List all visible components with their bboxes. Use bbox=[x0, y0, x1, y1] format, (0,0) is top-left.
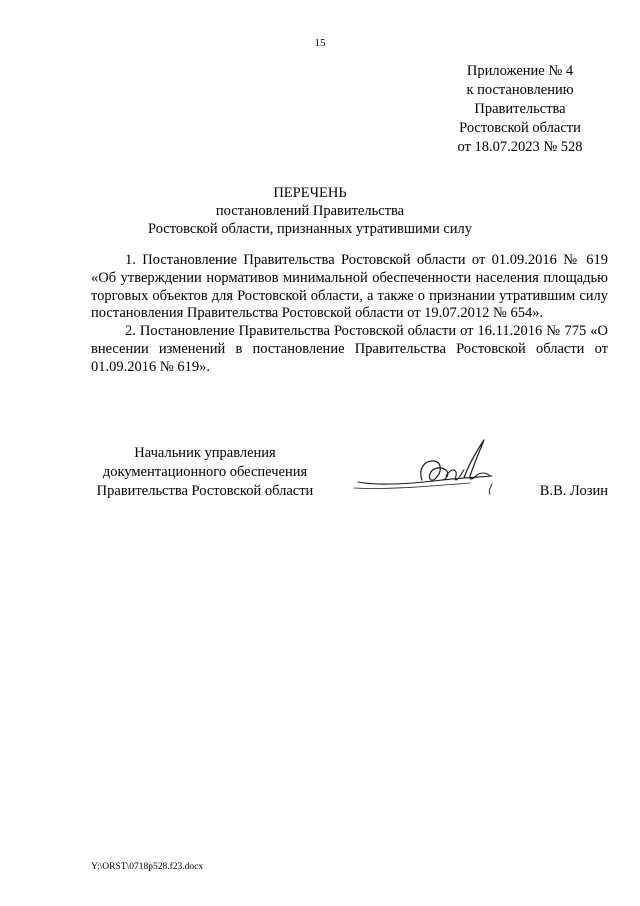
list-item: 2. Постановление Правительства Ростовской области от 16.11.2016 № 775 «О внесении изменений в постановление Правительства Ростовской области от 01.09.2016 № 619». bbox=[91, 323, 608, 375]
document-title bbox=[80, 184, 540, 238]
title-heading: ПЕРЕЧЕНЬ bbox=[273, 185, 347, 201]
annex-header bbox=[420, 62, 620, 157]
annex-line: к постановлению bbox=[466, 82, 574, 98]
list-item: 1. Постановление Правительства Ростовской области от 01.09.2016 № 619 «Об утверждении нормативов минимальной обеспеченности населения площадью торговых объектов для Ростовской области, а также о признании утратившим силу постановления Правительства Ростовской области от 19.07.2012 № 654». bbox=[91, 252, 608, 322]
position-line: документационного обеспечения bbox=[102, 464, 308, 480]
signature-block bbox=[80, 444, 620, 524]
annex-line: Приложение № 4 bbox=[466, 63, 574, 79]
title-subtitle-line: Ростовской области, признанных утратившими силу bbox=[147, 221, 473, 237]
signatory-name: В.В. Лозин bbox=[539, 483, 608, 499]
annex-line: Ростовской области bbox=[459, 120, 581, 136]
title-subtitle-line: постановлений Правительства bbox=[215, 203, 405, 219]
handwritten-signature bbox=[350, 436, 510, 506]
resolutions-list bbox=[91, 252, 608, 377]
file-path-footer: Y:\ORST\0718p528.f23.docx bbox=[91, 862, 204, 872]
page-number: 15 bbox=[314, 37, 326, 49]
position-line: Правительства Ростовской области bbox=[96, 483, 314, 499]
position-line: Начальник управления bbox=[134, 445, 276, 461]
signatory-position bbox=[80, 444, 330, 501]
annex-line: Правительства bbox=[474, 101, 566, 117]
annex-line: от 18.07.2023 № 528 bbox=[457, 139, 583, 155]
